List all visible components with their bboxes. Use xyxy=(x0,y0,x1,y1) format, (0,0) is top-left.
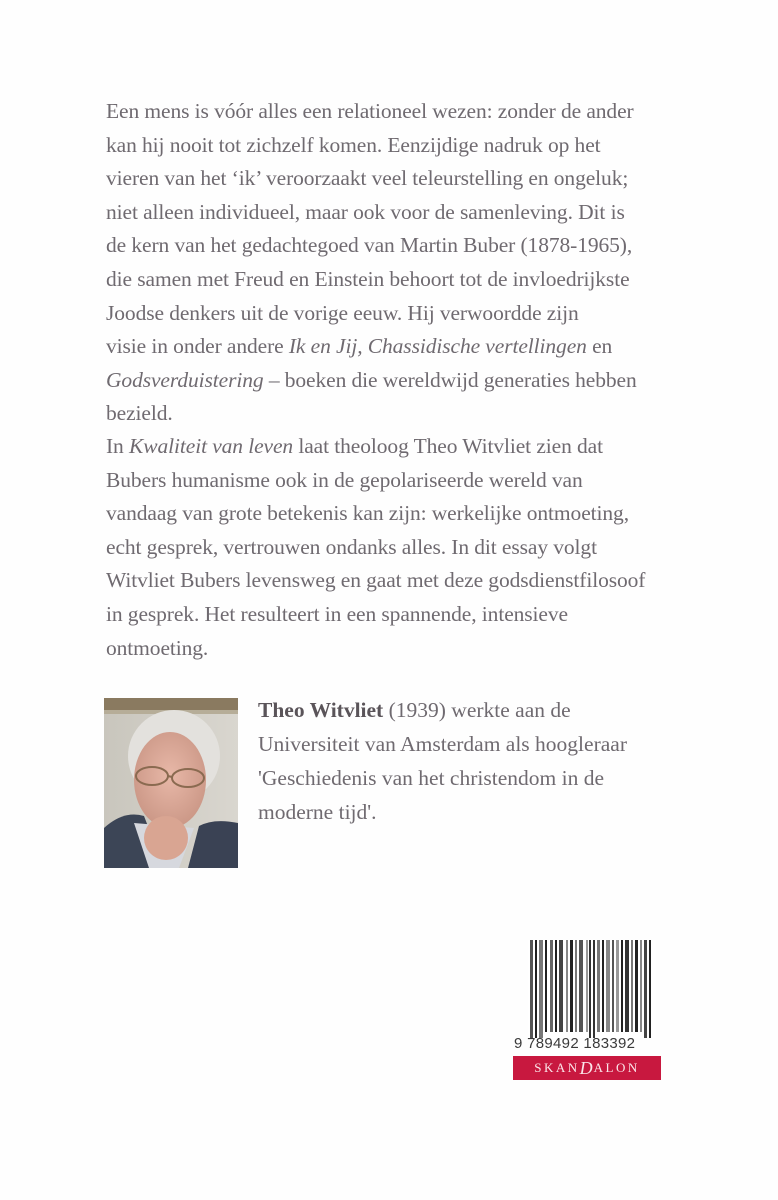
text-segment: en xyxy=(586,334,613,359)
text-segment: laat theoloog Theo Witvliet zien dat xyxy=(293,434,603,458)
author-bio xyxy=(258,693,678,829)
text-line xyxy=(106,430,686,464)
book-title-italic: Godsverduistering xyxy=(106,367,264,392)
text-line: Bubers humanisme ook in de gepolariseerde wereld van xyxy=(106,467,583,492)
text-line: Witvliet Bubers levensweg en gaat met deze godsdienstfilosoof xyxy=(106,568,646,593)
text-line: die samen met Freud en Einstein behoort tot de invloedrijkste xyxy=(106,266,630,291)
barcode-icon xyxy=(528,940,656,1038)
book-title-italic: Kwaliteit van leven xyxy=(129,434,294,458)
text-line: vieren van het ‘ik’ veroorzaakt veel teleurstelling en ongeluk; xyxy=(106,166,629,191)
publisher-name-part: SKAN xyxy=(534,1060,580,1075)
text-line xyxy=(106,364,686,398)
description-paragraph-1 xyxy=(106,95,686,431)
text-line: ontmoeting. xyxy=(106,635,209,660)
text-segment: (1939) werkte aan de xyxy=(383,698,571,722)
text-line xyxy=(106,330,686,364)
author-name: Theo Witvliet xyxy=(258,698,384,722)
author-bio-line xyxy=(258,693,678,727)
author-photo xyxy=(104,698,238,868)
book-title-italic: Ik en Jij, Chassidische vertellingen xyxy=(288,334,587,359)
text-line: vandaag van grote betekenis kan zijn: werkelijke ontmoeting, xyxy=(106,501,629,526)
author-bio-line: moderne tijd'. xyxy=(258,800,377,824)
text-line: bezield. xyxy=(106,401,173,426)
text-segment: visie in onder andere xyxy=(106,334,289,359)
publisher-name-initial: D xyxy=(579,1057,594,1078)
text-line: Een mens is vóór alles een relationeel wezen: zonder de ander xyxy=(106,99,634,123)
text-line: echt gesprek, vertrouwen ondanks alles. In dit essay volgt xyxy=(106,534,597,559)
text-line: niet alleen individueel, maar ook voor de samenleving. Dit is xyxy=(106,199,625,224)
text-line: Joodse denkers uit de vorige eeuw. Hij verwoordde zijn xyxy=(106,300,579,325)
text-line: de kern van het gedachtegoed van Martin Buber (1878-1965), xyxy=(106,233,633,258)
author-bio-line: 'Geschiedenis van het christendom in de xyxy=(258,766,604,790)
text-segment: – boeken die wereldwijd generaties hebben xyxy=(263,367,637,392)
portrait-image-icon xyxy=(104,698,238,868)
isbn-number: 9 789492 183392 xyxy=(514,1035,636,1052)
publisher-name-part: ALON xyxy=(593,1060,640,1075)
publisher-logo xyxy=(513,1056,661,1080)
text-line: kan hij nooit tot zichzelf komen. Eenzijdige nadruk op het xyxy=(106,132,601,157)
author-bio-line: Universiteit van Amsterdam als hoogleraar xyxy=(258,732,627,756)
text-segment: In xyxy=(106,434,129,458)
description-paragraph-2 xyxy=(106,430,686,665)
text-line: in gesprek. Het resulteert in een spannende, intensieve xyxy=(106,601,568,626)
isbn-barcode xyxy=(528,940,656,1038)
